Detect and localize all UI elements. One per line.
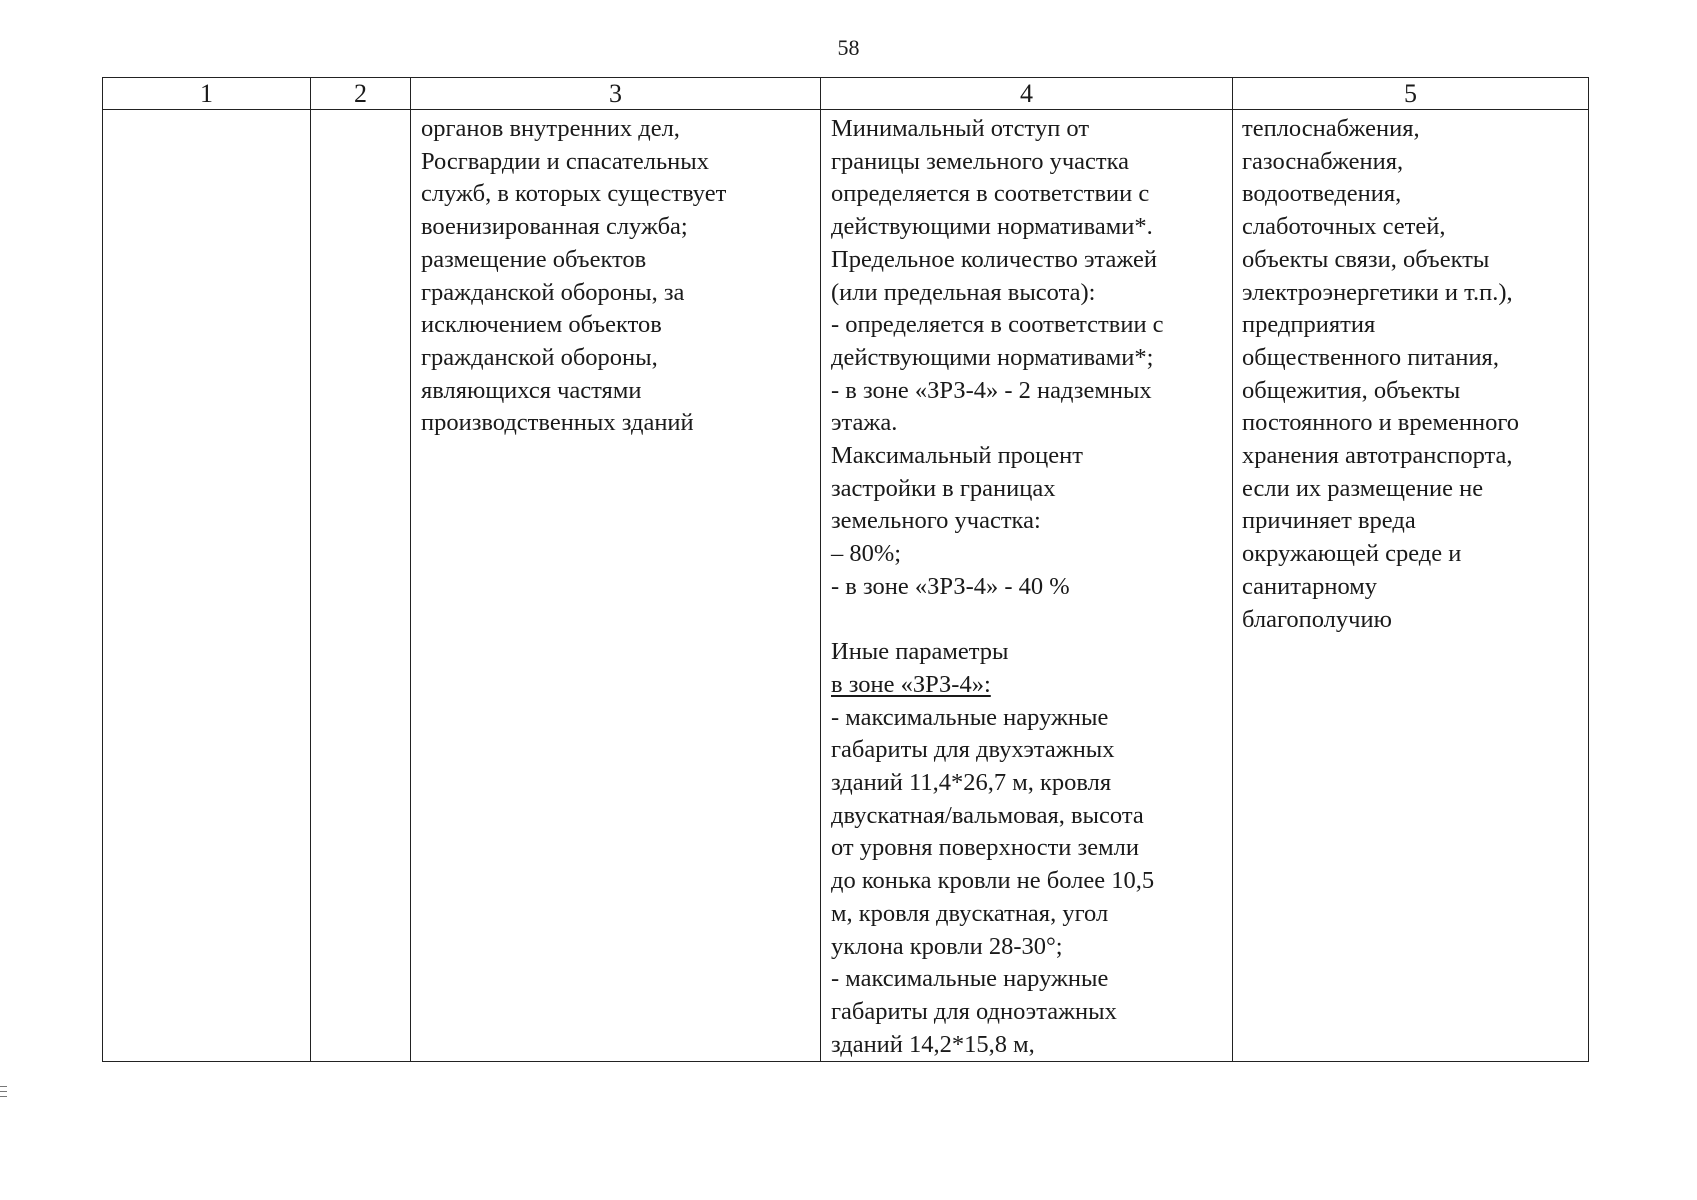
text-line: теплоснабжения, (1242, 115, 1420, 142)
text-line: габариты для двухэтажных (831, 736, 1115, 764)
text-line: Предельное количество этажей (831, 245, 1157, 273)
text-line: хранения автотранспорта, (1242, 442, 1513, 470)
zoning-table (102, 77, 1589, 1062)
text-line: общественного питания, (1242, 343, 1499, 371)
cell-col4 (821, 110, 1233, 1062)
table-header-row (103, 78, 1589, 110)
column-header-5: 5 (1233, 78, 1589, 110)
column-header-3: 3 (411, 78, 821, 110)
cell-col3 (411, 110, 821, 1062)
cell-col5 (1233, 110, 1589, 1062)
page-number: 58 (837, 35, 860, 60)
text-line: (или предельная высота): (831, 278, 1096, 306)
text-line (831, 669, 1232, 702)
scan-margin-mark (0, 1091, 7, 1092)
blank-line (831, 604, 1232, 637)
text-line: этажа. (831, 409, 898, 437)
text-line: границы земельного участка (831, 147, 1130, 175)
text-line: - определяется в соответствии с (831, 311, 1164, 339)
text-line: размещение объектов (421, 245, 647, 273)
cell-col2 (311, 110, 411, 1062)
text-line: Минимальный отступ от (831, 115, 1090, 142)
text-line: постоянного и временного (1242, 409, 1520, 437)
column-header-2: 2 (311, 78, 411, 110)
text-line: благополучию (1242, 605, 1392, 633)
text-line: действующими нормативами*; (831, 343, 1154, 371)
text-line: причиняет вреда (1242, 507, 1416, 535)
text-line: Росгвардии и спасательных (421, 147, 709, 175)
table-row (103, 110, 1589, 1062)
text-line: общежития, объекты (1242, 376, 1461, 404)
text-line: действующими нормативами*. (831, 213, 1153, 241)
text-line: производственных зданий (421, 409, 694, 437)
text-line: исключением объектов (421, 311, 662, 339)
cell-col1 (103, 110, 311, 1062)
text-line: уклона кровли 28-30°; (831, 932, 1063, 960)
text-line: застройки в границах (831, 474, 1056, 502)
cell-col5-text (1233, 110, 1588, 636)
text-line: служб, в которых существует (421, 180, 727, 208)
text-line: - максимальные наружные (831, 965, 1109, 993)
text-line: зданий 14,2*15,8 м, (831, 1030, 1035, 1058)
text-line: земельного участка: (831, 507, 1041, 535)
text-line: водоотведения, (1242, 180, 1402, 208)
text-line: окружающей среде и (1242, 540, 1462, 568)
text-line: гражданской обороны, за (421, 278, 685, 306)
text-line: санитарному (1242, 572, 1378, 600)
column-header-4: 4 (821, 78, 1233, 110)
text-line: Максимальный процент (831, 442, 1083, 470)
text-line: от уровня поверхности земли (831, 834, 1139, 862)
zone-heading-underlined: в зоне «ЗРЗ-4»: (831, 670, 991, 698)
text-line: если их размещение не (1242, 474, 1484, 502)
text-line: газоснабжения, (1242, 147, 1404, 175)
text-line: м, кровля двускатная, угол (831, 899, 1109, 927)
text-line: – 80%; (831, 540, 902, 568)
text-line: гражданской обороны, (421, 343, 658, 371)
text-line: являющихся частями (421, 376, 642, 404)
text-line: Иные параметры (831, 638, 1009, 666)
scan-margin-mark (0, 1096, 7, 1097)
text-line: предприятия (1242, 311, 1376, 339)
text-line: до конька кровли не более 10,5 (831, 867, 1155, 895)
text-line: военизированная служба; (421, 213, 688, 241)
text-line: органов внутренних дел, (421, 115, 680, 142)
text-line: слаботочных сетей, (1242, 213, 1446, 241)
text-line: габариты для одноэтажных (831, 997, 1117, 1025)
text-line: - максимальные наружные (831, 703, 1109, 731)
text-line: - в зоне «ЗРЗ-4» - 40 % (831, 572, 1070, 600)
text-line: двускатная/вальмовая, высота (831, 801, 1144, 829)
text-line: зданий 11,4*26,7 м, кровля (831, 769, 1112, 797)
cell-col4-text (821, 110, 1232, 1061)
text-line: - в зоне «ЗРЗ-4» - 2 надземных (831, 376, 1152, 404)
text-line: электроэнергетики и т.п.), (1242, 278, 1513, 306)
column-header-1: 1 (103, 78, 311, 110)
text-line: объекты связи, объекты (1242, 245, 1490, 273)
text-line: определяется в соответствии с (831, 180, 1150, 208)
scan-margin-mark (0, 1086, 7, 1087)
cell-col3-text (411, 110, 820, 440)
